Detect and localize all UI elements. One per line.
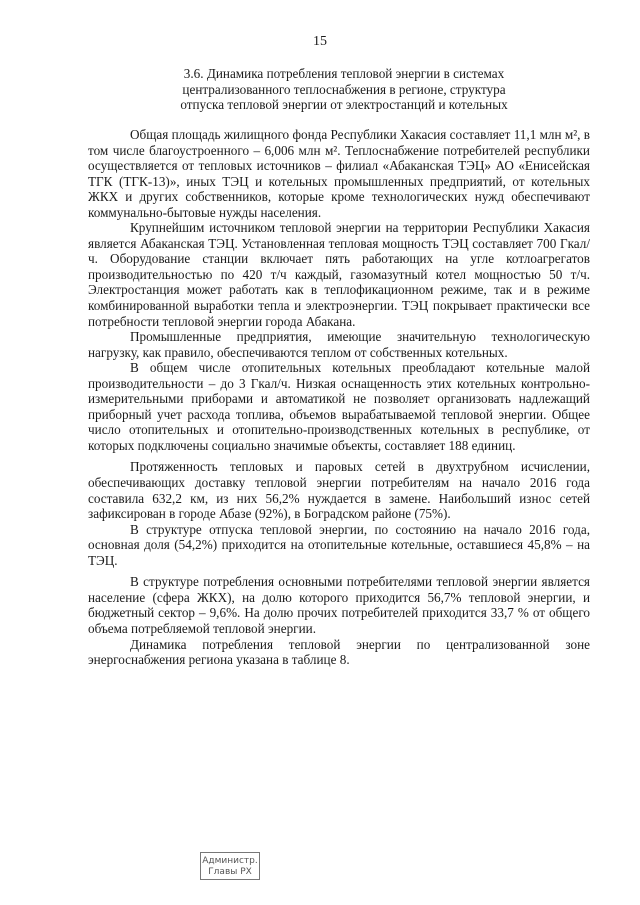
paragraph: Общая площадь жилищного фонда Республики Хакасия составляет 11,1 млн м², в том числе благоустроенного – 6,006 млн м². Теплоснабжение потребителей республики осуществляется от тепловых источников – филиал «Абаканская ТЭЦ» АО «Енисейская ТГК (ТГК-13)», иных ТЭЦ и котельных промышленных предприятий, от котельных ЖКХ и других собственников, которые кроме технологических нужд обеспечивают коммунально-бытовые нужды населения. [88, 127, 590, 220]
paragraph: В структуре отпуска тепловой энергии, по состоянию на начало 2016 года, основная доля (54,2%) приходится на отопительные котельные, оставшиеся 45,8% – на ТЭЦ. [88, 521, 590, 568]
heading-line: 3.6. Динамика потребления тепловой энергии в системах [183, 66, 505, 81]
paragraph: В структуре потребления основными потребителями тепловой энергии является население (сфера ЖКХ), на долю которого приходится 56,7% тепловой энергии, и бюджетный сектор – 9,6%. На долю прочих потребителей приходится 33,7 % от общего объема потребляемой тепловой энергии. [88, 574, 590, 636]
stamp-line: Главы РХ [208, 867, 252, 877]
body-text [88, 127, 590, 668]
paragraph: Крупнейшим источником тепловой энергии на территории Республики Хакасия является Абаканская ТЭЦ. Установленная тепловая мощность ТЭЦ составляет 700 Гкал/ч. Оборудование станции включает пять работающих на угле котлоагрегатов производительностью по 420 т/ч каждый, газомазутный котел мощностью 50 т/ч. Электростанция может работать как в теплофикационном режиме, так и в режиме комбинированной выработки тепла и электроэнергии. ТЭЦ покрывает практически все потребности тепловой энергии города Абакана. [88, 220, 590, 329]
stamp-line: Администр. [202, 856, 258, 866]
paragraph: В общем числе отопительных котельных преобладают котельные малой производительности – до 3 Гкал/ч. Низкая оснащенность этих котельных контрольно-измерительными приборами и автоматикой не позволяет организовать надлежащий приборный учет расхода топлива, объемов вырабатываемой тепловой энергии. Общее число отопительных и отопительно-производственных котельных в республике, от которых подключены социально значимые объекты, составляет 188 единиц. [88, 360, 590, 453]
page-number: 15 [313, 34, 327, 49]
registration-stamp [200, 852, 260, 880]
heading-line: централизованного теплоснабжения в регионе, структура [182, 81, 506, 97]
section-heading [120, 66, 568, 113]
heading-line: отпуска тепловой энергии от электростанций и котельных [180, 97, 508, 113]
paragraph: Динамика потребления тепловой энергии по централизованной зоне энергоснабжения региона указана в таблице 8. [88, 636, 590, 668]
paragraph: Промышленные предприятия, имеющие значительную технологическую нагрузку, как правило, обеспечиваются теплом от собственных котельных. [88, 329, 590, 360]
paragraph: Протяженность тепловых и паровых сетей в двухтрубном исчислении, обеспечивающих доставку тепловой энергии потребителям на начало 2016 года составила 632,2 км, из них 56,2% нуждается в замене. Наибольший износ сетей зафиксирован в городе Абазе (92%), в Боградском районе (75%). [88, 459, 590, 522]
